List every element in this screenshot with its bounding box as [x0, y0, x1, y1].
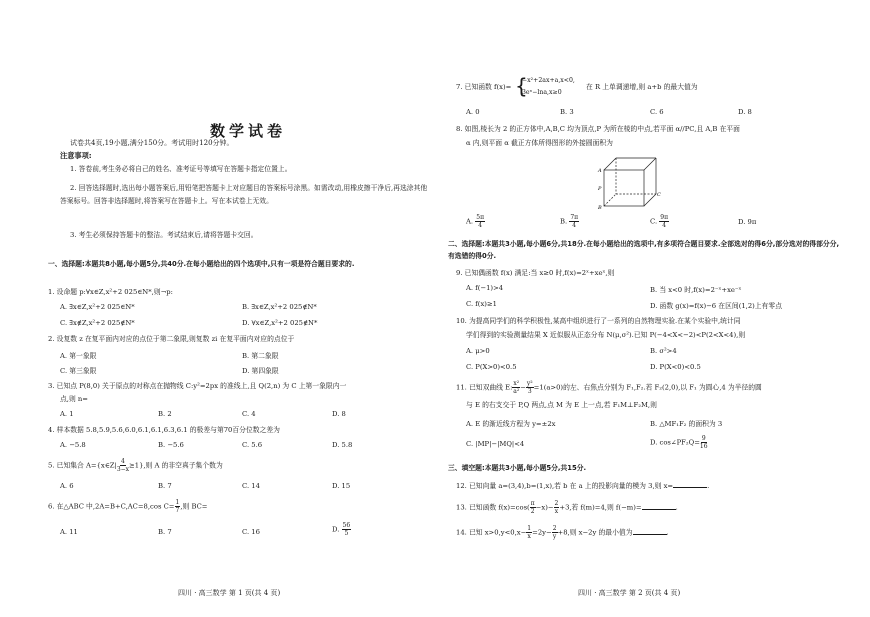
- q14-fraction-1-den: x: [527, 533, 531, 540]
- q8-stem-line2: α 内,则平面 α 截正方体所得图形的外接圆面积为: [466, 139, 613, 147]
- q11-fraction-2-num: y²: [526, 380, 533, 387]
- q11-fraction-1-den: a²: [513, 388, 520, 395]
- q13-period: .: [675, 503, 678, 512]
- q3-stem-line2: 点,则 n=: [60, 395, 88, 403]
- q11-stem-pre: 11. 已知双曲线 E:: [456, 383, 513, 392]
- q8-stem-line1: 8. 如图,棱长为 2 的正方体中,A,B,C 均为顶点,P 为所在棱的中点,若平面 α//PC,且 A,B 在平面: [456, 125, 740, 133]
- q5-option-d: D. 15: [332, 482, 351, 490]
- q6-option-d-fraction: [342, 522, 352, 537]
- q5-option-a: A. 6: [60, 482, 74, 490]
- q2-stem: 2. 设复数 z 在复平面内对应的点位于第二象限,则复数 zi 在复平面内对应的点位于: [48, 335, 295, 343]
- q3-option-c: C. 4: [242, 410, 256, 418]
- q4-option-c: C. 5.6: [242, 441, 263, 449]
- q13-stem-mid-1: −x)−: [535, 503, 554, 512]
- q8-option-b: [560, 214, 579, 229]
- q6-option-a: A. 11: [60, 528, 78, 536]
- cube-edge-top-left: [604, 158, 616, 170]
- q11-option-d-fraction: [700, 435, 708, 450]
- q13-stem: [456, 500, 678, 515]
- q14-fraction-2-num: 2: [552, 525, 557, 532]
- page-footer-left: 四川 · 高三数学 第 1 页(共 4 页): [178, 589, 281, 597]
- q7-stem-post: 在 R 上单调递增,则 a+b 的最大值为: [586, 83, 698, 91]
- q6-option-d-num: 56: [342, 522, 351, 529]
- q13-fraction-1-den: 2: [530, 508, 535, 515]
- q6-fraction-num: 1: [175, 499, 180, 506]
- q13-fraction-1-num: π: [530, 500, 535, 507]
- q7-option-a: A. 0: [466, 108, 480, 116]
- right-page: [448, 0, 844, 617]
- cube-label-c: C: [657, 192, 661, 198]
- q11-option-d-den: 16: [699, 443, 708, 450]
- cube-front-face: [604, 170, 644, 206]
- q9-option-d: D. 函数 g(x)=f(x)−6 在区间(1,2)上有零点: [650, 302, 782, 310]
- section-3-heading: 三、填空题:本题共3小题,每小题5分,共15分.: [448, 464, 587, 472]
- q7-brace: {: [515, 74, 528, 98]
- q2-option-a: A. 第一象限: [60, 352, 97, 360]
- q13-stem-mid-2: +3,若 f(m)=4,则 f(−m)=: [559, 503, 642, 512]
- cube-hidden-diagonal: [604, 194, 616, 206]
- q4-option-b: B. −5.6: [158, 441, 184, 449]
- q14-stem: [456, 525, 669, 540]
- q13-fraction-2-den: x: [554, 508, 559, 515]
- q5-stem-pre: 5. 已知集合 A={x∈Z|: [48, 461, 117, 470]
- q14-stem-post: +8,则 x−2y 的最小值为: [557, 528, 633, 537]
- exam-title: 数学试卷: [210, 122, 287, 140]
- q5-fraction-den: 3−x: [116, 466, 130, 473]
- q14-stem-pre: 14. 已知 x>0,y<0,x−: [456, 528, 527, 537]
- q14-answer-blank: [633, 527, 667, 535]
- q11-option-d: [650, 435, 708, 450]
- q8-option-a-den: 4: [478, 222, 483, 229]
- q6-option-c: C. 16: [242, 528, 260, 536]
- q8-option-a-num: 5π: [476, 214, 485, 221]
- q2-option-c: C. 第三象限: [60, 367, 97, 375]
- cube-label-a: A: [598, 168, 602, 174]
- q7-option-d: D. 8: [738, 108, 752, 116]
- q8-option-d: D. 9π: [738, 218, 757, 226]
- q10-option-c: C. P(X>0)<0.5: [466, 363, 517, 371]
- q6-stem-post: ,则 BC=: [180, 502, 208, 511]
- q4-option-a: A. −5.8: [60, 441, 86, 449]
- q6-option-d-label: D.: [332, 525, 340, 534]
- q11-option-d-pre: D. cos∠PF₂Q=: [650, 438, 700, 447]
- q9-option-b: B. 当 x<0 时,f(x)=2⁻ˣ+xe⁻ˣ: [650, 286, 742, 294]
- q12-stem-text: 12. 已知向量 a=(3,4),b=(1,x),若 b 在 a 上的投影向量的模为 3,则 x=: [456, 482, 674, 490]
- q8-option-b-den: 4: [572, 222, 577, 229]
- q11-option-b: B. △MF₁F₂ 的面积为 3: [650, 420, 723, 428]
- q8-option-a-fraction: [475, 214, 485, 229]
- section-2-heading: 二、选择题:本题共3小题,每小题6分,共18分.在每小题给出的选项中,有多项符合题目要求.全部选对的得6分,部分选对的得部分分,有选错的得0分.: [448, 240, 840, 260]
- q10-option-b: B. σ²>4: [650, 347, 677, 355]
- exam-meta: 试卷共4页,19小题,满分150分。考试用时120分钟。: [70, 139, 234, 147]
- q11-fraction-1-num: x²: [513, 380, 520, 387]
- q11-stem-post: =1(a>0)的左、右焦点分别为 F₁,F₂.若 F₂(2,0),以 F₁ 为圆心,4 为半径的圆: [533, 383, 762, 392]
- q5-option-c: C. 14: [242, 482, 260, 490]
- cube-figure: [596, 152, 662, 210]
- notice-heading: 注意事项:: [60, 151, 92, 160]
- q8-option-a-label: A.: [466, 217, 474, 226]
- q11-option-d-num: 9: [701, 435, 706, 442]
- q12-answer-blank: [673, 480, 707, 488]
- q1-option-c: C. ∃x∉Z,x²+2 025∉N*: [60, 319, 135, 327]
- cube-edge-bottom-right: [644, 194, 656, 206]
- q5-fraction: [117, 458, 129, 473]
- q3-option-a: A. 1: [60, 410, 74, 418]
- q13-stem-pre: 13. 已知函数 f(x)=cos(: [456, 503, 530, 512]
- q6-option-b: B. 7: [158, 528, 172, 536]
- q7-piece-1: −x²+2ax+a,x<0,: [522, 77, 575, 84]
- q13-answer-blank: [642, 502, 676, 510]
- q14-period: .: [666, 528, 669, 537]
- q3-option-d: D. 8: [332, 410, 346, 418]
- q14-fraction-2-den: y: [552, 533, 557, 540]
- q13-fraction-2-num: 2: [554, 500, 559, 507]
- q9-stem: 9. 已知偶函数 f(x) 满足:当 x≥0 时,f(x)=2ˣ+xeˣ,则: [456, 269, 615, 277]
- q8-option-c-label: C.: [650, 217, 658, 226]
- q10-option-d: D. P(X<0)<0.5: [650, 363, 701, 371]
- q12-stem: 12. 已知向量 a=(3,4),b=(1,x),若 b 在 a 上的投影向量的模为 3,则 x= .: [456, 482, 710, 490]
- q9-option-a: A. f(−1)>4: [466, 284, 504, 292]
- section-1-heading: 一、选择题:本题共8小题,每小题5分,共40分.在每小题给出的四个选项中,只有一项是符合题目要求的.: [48, 260, 355, 268]
- q6-fraction-den: 7: [175, 507, 180, 514]
- q7-stem-pre: 7. 已知函数 f(x)=: [456, 83, 512, 91]
- q8-option-c: [650, 214, 669, 229]
- left-page: [48, 0, 440, 617]
- q7-piece-2: 3eˣ−lna,x≥0: [522, 89, 562, 96]
- q4-option-d: D. 5.8: [332, 441, 353, 449]
- q3-stem-line1: 3. 已知点 P(8,0) 关于原点的对称点在抛物线 C:y²=2px 的准线上,且 Q(2,n) 为 C 上第一象限内一: [48, 382, 347, 390]
- q14-fraction-1-num: 1: [527, 525, 532, 532]
- q8-option-c-fraction: [659, 214, 669, 229]
- q1-option-a: A. ∃x∈Z,x²+2 025∈N*: [60, 303, 135, 311]
- q8-option-c-num: 9π: [660, 214, 669, 221]
- q2-option-d: D. 第四象限: [242, 367, 279, 375]
- q2-option-b: B. 第二象限: [242, 352, 279, 360]
- q8-option-b-fraction: [569, 214, 579, 229]
- q14-stem-mid: =2y−: [532, 528, 552, 537]
- q1-stem: 1. 设命题 p:∀x∈Z,x²+2 025∈N*,则¬p:: [48, 288, 173, 296]
- notice-item-1: 1. 答卷前,考生务必将自己的姓名、准考证号等填写在答题卡指定位置上。: [70, 165, 292, 173]
- q11-fraction-2: [526, 380, 534, 395]
- q4-stem: 4. 样本数据 5.8,5.9,5.6,6.0,6.1,6.1,6.3,6.1 的极差与第70百分位数之差为: [48, 426, 280, 434]
- q8-option-c-den: 4: [662, 222, 667, 229]
- q10-stem-line2: 学们得到的实验测量结果 X 近似服从正态分布 N(μ,σ²).已知 P(−4<X<−2)<P(2<X<4),则: [466, 331, 746, 339]
- q6-option-d: [332, 522, 351, 537]
- q1-option-b: B. ∃x∈Z,x²+2 025∉N*: [242, 303, 317, 311]
- q11-option-c: C. |MP|−|MQ|<4: [466, 440, 525, 448]
- q11-minus: −: [520, 383, 526, 392]
- cube-edge-top-right: [644, 158, 656, 170]
- notice-item-2: 2. 回答选择题时,选出每小题答案后,用铅笔把答题卡上对应题目的答案标号涂黑。如需改动,用橡皮擦干净后,再选涂其他答案标号。回答非选择题时,将答案写在答题卡上。写在本试卷上无效。: [60, 184, 428, 205]
- q5-option-b: B. 7: [158, 482, 172, 490]
- q11-fraction-2-den: 3: [527, 388, 532, 395]
- q6-stem-pre: 6. 在△ABC 中,2A=B+C,AC=8,cos C=: [48, 502, 175, 511]
- q10-stem-line1: 10. 为提高同学们的科学积极性,某高中组织进行了一系列的自然物理实验.在某个实验中,统计同: [456, 317, 741, 325]
- q11-stem-line2: 与 E 的右支交于 P,Q 两点,点 M 为 E 上一点,若 F₁M⊥F₂M,则: [466, 401, 657, 409]
- q11-fraction-1: [512, 380, 520, 395]
- cube-label-p: P: [598, 186, 602, 192]
- q5-stem-post: ≥1},则 A 的非空真子集个数为: [129, 461, 223, 470]
- q5-fraction-num: 4: [121, 458, 125, 465]
- q8-option-a: [466, 214, 485, 229]
- notice-item-3: 3. 考生必须保持答题卡的整洁。考试结束后,请将答题卡交回。: [70, 231, 258, 239]
- q9-option-c: C. f(x)≥1: [466, 300, 497, 308]
- q11-stem-line1: [456, 380, 762, 395]
- q6-option-d-den: 5: [344, 530, 349, 537]
- q8-option-b-num: 7π: [570, 214, 579, 221]
- q10-option-a: A. μ>0: [466, 347, 490, 355]
- q11-option-a: A. E 的渐近线方程为 y=±2x: [466, 420, 556, 428]
- q5-stem: [48, 458, 223, 473]
- q7-option-c: C. 6: [650, 108, 664, 116]
- q7-option-b: B. 3: [560, 108, 574, 116]
- q1-option-d: D. ∀x∈Z,x²+2 025∉N*: [242, 319, 318, 327]
- q6-stem: [48, 499, 207, 514]
- q8-option-b-label: B.: [560, 217, 568, 226]
- page-footer-right: 四川 · 高三数学 第 2 页(共 4 页): [578, 589, 681, 597]
- cube-label-b: B: [598, 205, 602, 210]
- q3-option-b: B. 2: [158, 410, 172, 418]
